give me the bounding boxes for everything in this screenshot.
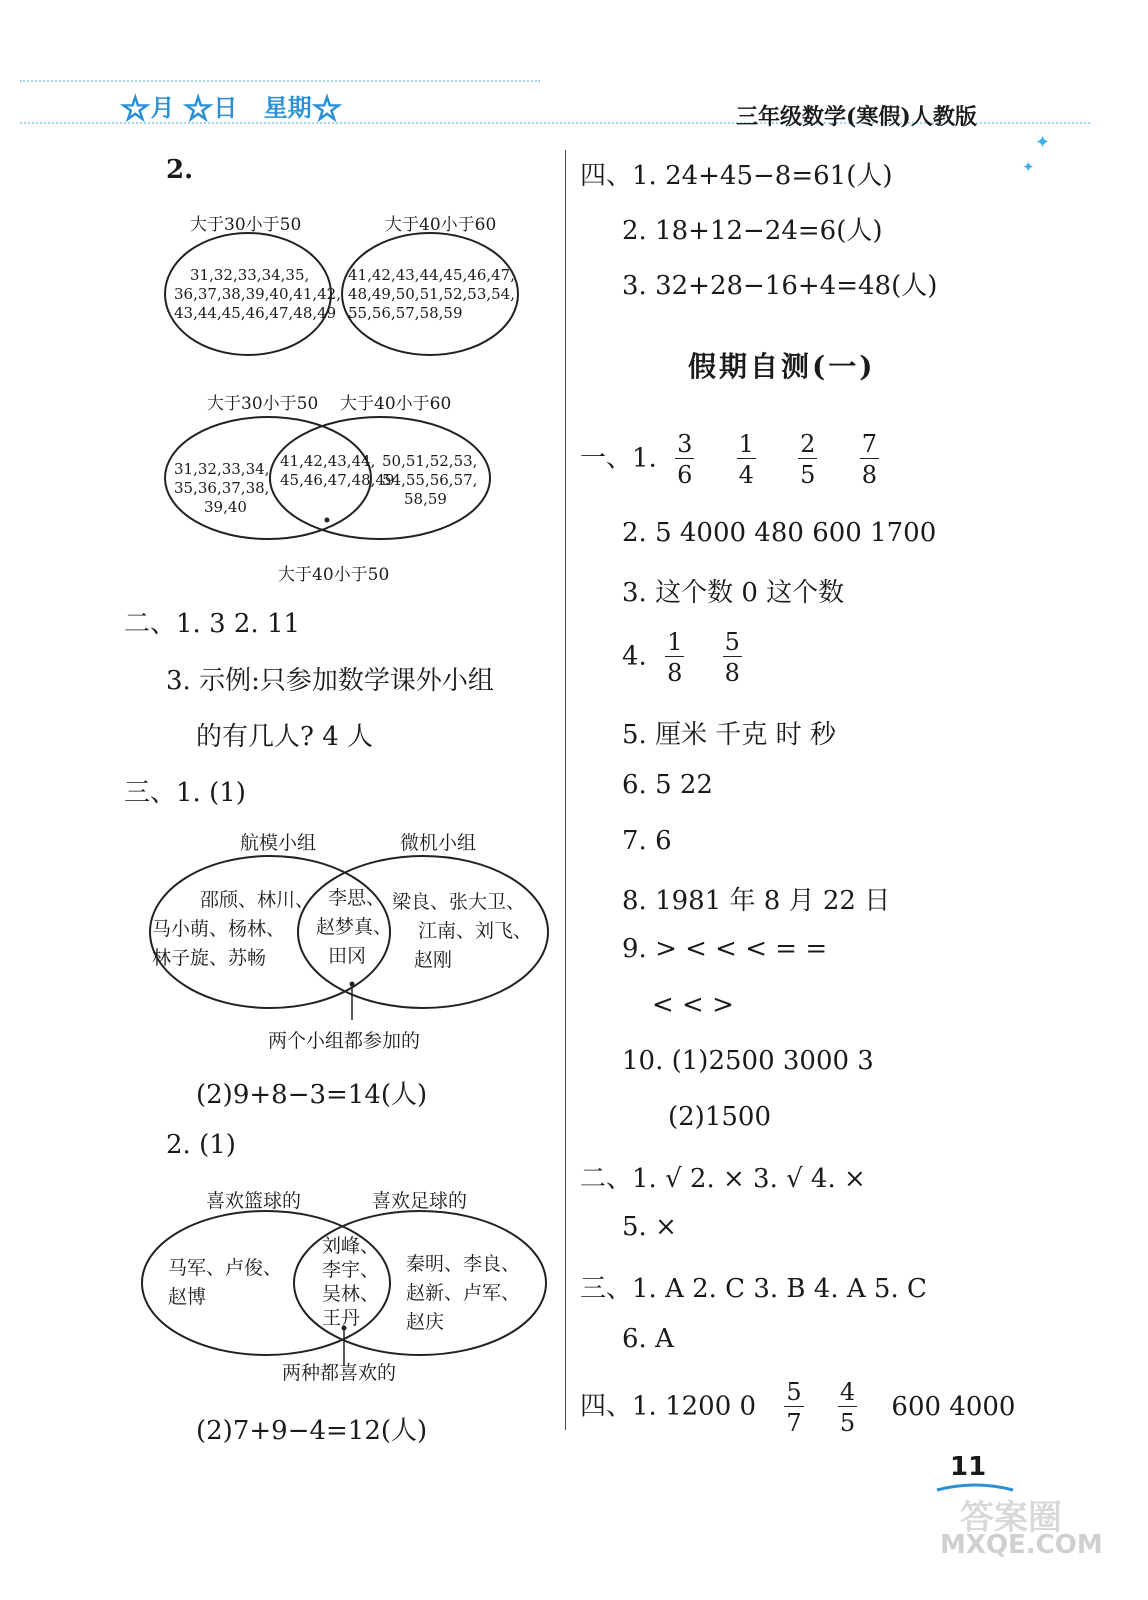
venn4-left-label: 喜欢篮球的 (206, 1190, 302, 1212)
question-number: 2. (166, 155, 194, 185)
venn3-middle-set (316, 884, 392, 971)
venn-item: 31,32,33,34,35, (190, 266, 310, 284)
answer-1-9-line1: 9. > < < < = = (622, 934, 828, 964)
venn2-left-label: 大于30小于50 (207, 394, 319, 414)
venn2-right-set (382, 452, 477, 509)
denominator: 8 (861, 461, 877, 489)
venn1-right-set (348, 266, 515, 323)
section2-line3: 的有几人? 4 人 (196, 722, 374, 752)
venn-item: 赵庆 (406, 1311, 445, 1333)
venn-item: 50,51,52,53, (382, 452, 478, 470)
numerator: 1 (738, 430, 754, 458)
venn-item: 58,59 (404, 490, 447, 508)
right-q4-3: 3. 32+28−16+4=48(人) (622, 271, 938, 301)
venn3-right-set (392, 888, 532, 975)
section2-line1: 二、1. 3 2. 11 (124, 609, 301, 639)
venn-item: 林子旋、苏畅 (152, 947, 267, 969)
answer-1-1 (580, 432, 889, 487)
venn4-right-set (406, 1250, 520, 1337)
denominator: 7 (786, 1409, 802, 1437)
denominator: 5 (839, 1409, 856, 1437)
fraction (860, 432, 879, 487)
answer-1-5: 5. 厘米 千克 时 秒 (622, 720, 836, 750)
answer-3-line2: 6. A (622, 1324, 674, 1354)
watermark-url: MXQE.COM (940, 1530, 1103, 1560)
answer-1-7: 7. 6 (622, 826, 672, 856)
section-title: 假期自测(一) (688, 350, 876, 383)
venn4-right-label: 喜欢足球的 (372, 1190, 468, 1212)
answer-1-8: 8. 1981 年 8 月 22 日 (622, 886, 891, 916)
answer-3-line1: 三、1. A 2. C 3. B 4. A 5. C (580, 1274, 927, 1304)
right-q4-2: 2. 18+12−24=6(人) (622, 216, 883, 246)
month-label: 月 (150, 94, 175, 122)
venn-item: 王丹 (322, 1307, 361, 1329)
venn2-bottom-label: 大于40小于50 (278, 565, 390, 585)
star-icon: ☆ (182, 89, 214, 129)
denominator: 6 (677, 461, 693, 489)
denominator: 5 (800, 461, 816, 489)
answer-1-2: 2. 5 4000 480 600 1700 (622, 518, 937, 548)
numerator: 7 (861, 430, 877, 458)
venn-item: 41,42,43,44,45,46,47, (348, 266, 515, 284)
star-icon: ☆ (120, 89, 151, 129)
answer-prefix: 一、1. (580, 443, 657, 474)
venn-item: 马小萌、杨林、 (152, 918, 286, 940)
venn4-left-set (168, 1254, 282, 1312)
right-q4-1: 四、1. 24+45−8=61(人) (580, 161, 893, 191)
day-label: 日 (213, 94, 238, 122)
venn-item: 45,46,47,48,49 (280, 471, 395, 489)
header-date-fields (120, 88, 342, 129)
answer-2-line1: 二、1. √ 2. × 3. √ 4. × (580, 1164, 866, 1194)
venn-item: 赵梦真、 (316, 916, 393, 938)
denominator: 8 (724, 659, 740, 687)
answer-1-9-line2: < < > (652, 990, 734, 1020)
venn-item: 55,56,57,58,59 (348, 304, 463, 322)
venn-item: 39,40 (204, 498, 247, 516)
venn1-left-set (174, 266, 341, 323)
venn3-left-label: 航模小组 (240, 832, 317, 854)
star-icon: ✦ (1022, 158, 1035, 176)
column-divider (565, 150, 566, 1430)
venn-item: 秦明、李良、 (406, 1253, 521, 1275)
venn-item: 41,42,43,44, (280, 452, 376, 470)
venn3-right-label: 微机小组 (400, 832, 477, 854)
venn3-bottom-label: 两个小组都参加的 (268, 1030, 421, 1052)
star-icon: ✦ (1035, 132, 1051, 153)
venn3-left-set (152, 886, 314, 973)
book-title: 三年级数学(寒假)人教版 (736, 104, 977, 130)
venn-item: 48,49,50,51,52,53,54, (348, 285, 515, 303)
header-dotted-line-top (20, 80, 540, 82)
answer-prefix: 4. (622, 641, 647, 672)
venn-item: 31,32,33,34, (174, 460, 270, 478)
venn-item: 李宇、 (322, 1259, 380, 1281)
star-icon: ☆ (311, 89, 343, 129)
venn-item: 43,44,45,46,47,48,49 (174, 304, 337, 322)
venn-item: 江南、刘飞、 (418, 920, 533, 942)
venn1-left-label: 大于30小于50 (190, 215, 302, 235)
answer-1-4 (622, 630, 752, 685)
denominator: 8 (667, 659, 683, 687)
answer-1-10-line1: 10. (1)2500 3000 3 (622, 1046, 874, 1076)
weekday-label: 星期 (263, 94, 312, 122)
venn2-left-set (174, 460, 269, 517)
venn2-middle-set (280, 452, 395, 490)
venn-item: 刘峰、 (322, 1235, 380, 1257)
fraction (665, 630, 684, 685)
venn-item: 36,37,38,39,40,41,42, (174, 285, 341, 303)
venn2-pointer-dot (325, 518, 330, 523)
venn4-bottom-label: 两种都喜欢的 (282, 1362, 397, 1384)
page-number: 11 (950, 1452, 987, 1482)
section2-line2: 3. 示例:只参加数学课外小组 (166, 666, 494, 696)
fraction (838, 1380, 857, 1435)
venn-item: 马军、卢俊、 (168, 1257, 283, 1279)
venn-item: 赵刚 (414, 949, 453, 971)
numerator: 3 (677, 430, 693, 458)
answer-2-line2: 5. × (622, 1212, 677, 1242)
section3-line1: 三、1. (1) (124, 778, 246, 808)
numerator: 2 (800, 430, 816, 458)
numerator: 5 (786, 1378, 802, 1406)
venn2-right-label: 大于40小于60 (340, 394, 452, 414)
venn4-middle-set (322, 1234, 379, 1330)
venn-item: 李思、 (328, 887, 386, 909)
venn-item: 吴林、 (322, 1283, 380, 1305)
numerator: 1 (667, 628, 683, 656)
answer-1-3: 3. 这个数 0 这个数 (622, 578, 845, 608)
venn-item: 赵博 (168, 1286, 207, 1308)
fraction (675, 432, 694, 487)
answer-1-10-line2: (2)1500 (668, 1102, 771, 1132)
venn-item: 梁良、张大卫、 (392, 891, 526, 913)
watermark-logo: 答案圈 (960, 1498, 1062, 1538)
venn-item: 54,55,56,57, (382, 471, 478, 489)
venn-item: 田冈 (328, 945, 367, 967)
venn-item: 35,36,37,38, (174, 479, 270, 497)
venn-item: 邵颀、林川、 (200, 889, 315, 911)
fraction (798, 432, 817, 487)
numerator: 4 (839, 1378, 856, 1406)
fraction (784, 1380, 803, 1435)
section3-line3: 2. (1) (166, 1130, 236, 1160)
answer-1-6: 6. 5 22 (622, 770, 713, 800)
fraction (737, 432, 756, 487)
venn-item: 赵新、卢军、 (406, 1282, 521, 1304)
answer-4-line1 (580, 1380, 1015, 1435)
fraction (723, 630, 742, 685)
section3-line4: (2)7+9−4=12(人) (196, 1416, 428, 1446)
section3-line2: (2)9+8−3=14(人) (196, 1080, 428, 1110)
denominator: 4 (738, 461, 754, 489)
numerator: 5 (724, 628, 740, 656)
venn3-pointer-dot (350, 982, 355, 987)
venn1-right-label: 大于40小于60 (385, 215, 497, 235)
answer-suffix: 600 4000 (891, 1391, 1016, 1422)
answer-prefix: 四、1. 1200 0 (580, 1391, 757, 1422)
